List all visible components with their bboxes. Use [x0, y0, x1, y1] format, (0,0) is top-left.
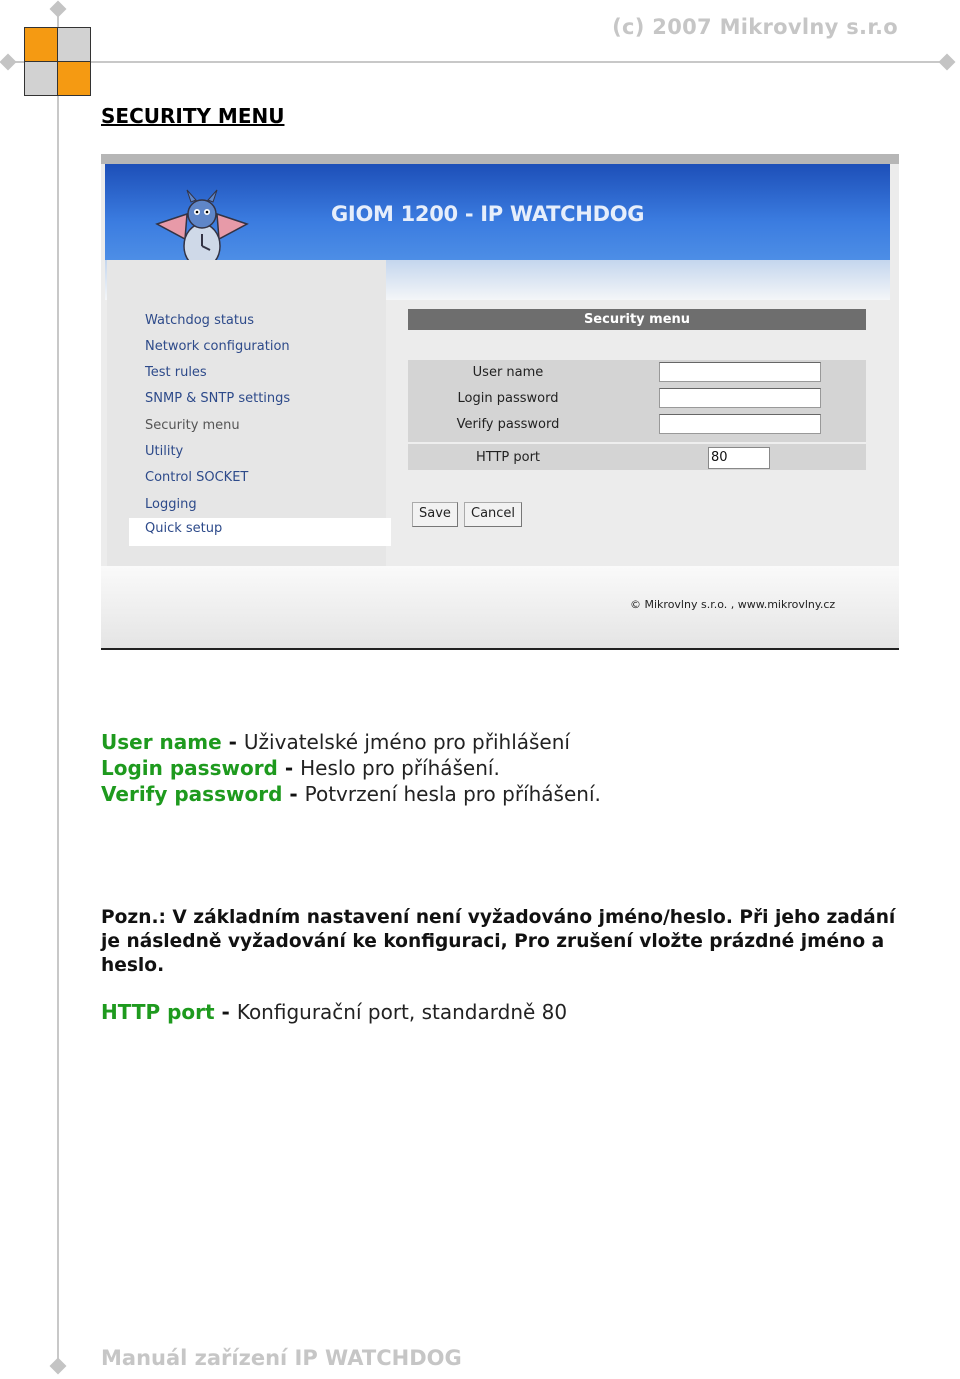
- frame-diamond-bottom: [50, 1358, 67, 1375]
- cancel-button[interactable]: Cancel: [464, 502, 522, 527]
- page-frame-horizontal-line: [8, 61, 948, 63]
- frame-diamond-top: [50, 1, 67, 18]
- definition-desc: Uživatelské jméno pro přihlášení: [243, 730, 570, 754]
- field-definitions: [101, 729, 601, 807]
- http-port-definition: HTTP port - Konfigurační port, standardně 80: [101, 1000, 568, 1024]
- section-title: SECURITY MENU: [101, 104, 285, 128]
- definition-desc: Potvrzení hesla pro příhášení.: [304, 782, 601, 806]
- login-password-input[interactable]: [659, 388, 821, 408]
- sidebar-item-watchdog-status[interactable]: Watchdog status: [145, 313, 255, 328]
- definition-term: Verify password: [101, 782, 283, 806]
- user-name-label: User name: [472, 365, 544, 380]
- page-frame-vertical-line: [57, 8, 59, 1366]
- copyright-header: (c) 2007 Mikrovlny s.r.o: [612, 15, 898, 39]
- sidebar-nav: [107, 260, 386, 566]
- panel-title-bar: Security menu: [408, 309, 866, 330]
- login-password-label: Login password: [457, 391, 559, 406]
- definition-row: User name - Uživatelské jméno pro přihlášení: [101, 730, 570, 754]
- definition-term: HTTP port: [101, 1000, 215, 1024]
- http-port-input[interactable]: 80: [708, 447, 770, 469]
- http-port-panel: [408, 442, 866, 470]
- screenshot-copyright: © Mikrovlny s.r.o. , www.mikrovlny.cz: [630, 598, 836, 611]
- definition-desc: Heslo pro příhášení.: [300, 756, 500, 780]
- user-name-input[interactable]: [659, 362, 821, 382]
- definition-row: Login password - Heslo pro příhášení.: [101, 756, 500, 780]
- definition-term: Login password: [101, 756, 278, 780]
- frame-diamond-right: [939, 54, 956, 71]
- http-port-label: HTTP port: [475, 450, 541, 465]
- frame-diamond-left: [0, 54, 16, 71]
- definition-row: Verify password - Potvrzení hesla pro příhášení.: [101, 782, 601, 806]
- sidebar-item-security-menu[interactable]: Security menu: [145, 418, 240, 433]
- note-paragraph: Pozn.: V základním nastavení není vyžadováno jméno/heslo. Při jeho zadání je následně vyžadování ke konfiguraci, Pro zrušení vložte prázdné jméno a heslo.: [101, 907, 896, 976]
- sidebar-item-utility[interactable]: Utility: [145, 444, 184, 459]
- page-footer: Manuál zařízení IP WATCHDOG: [101, 1346, 462, 1370]
- sidebar-item-snmp-sntp[interactable]: SNMP & SNTP settings: [145, 391, 291, 406]
- sidebar-item-network-configuration[interactable]: Network configuration: [145, 339, 290, 354]
- verify-password-input[interactable]: [659, 414, 821, 434]
- definition-desc: Konfigurační port, standardně 80: [236, 1000, 568, 1024]
- definition-term: User name: [101, 730, 222, 754]
- sidebar-item-control-socket[interactable]: Control SOCKET: [145, 470, 249, 485]
- app-title: GIOM 1200 - IP WATCHDOG: [331, 202, 645, 226]
- sidebar-item-quick-setup[interactable]: Quick setup: [145, 521, 223, 536]
- logo-squares: [24, 27, 92, 97]
- sidebar-item-logging[interactable]: Logging: [145, 497, 197, 512]
- verify-password-label: Verify password: [456, 417, 560, 432]
- web-ui-screenshot: [101, 154, 899, 650]
- save-button[interactable]: Save: [412, 502, 458, 527]
- sidebar-item-test-rules[interactable]: Test rules: [145, 365, 207, 380]
- security-form-panel: [408, 360, 866, 446]
